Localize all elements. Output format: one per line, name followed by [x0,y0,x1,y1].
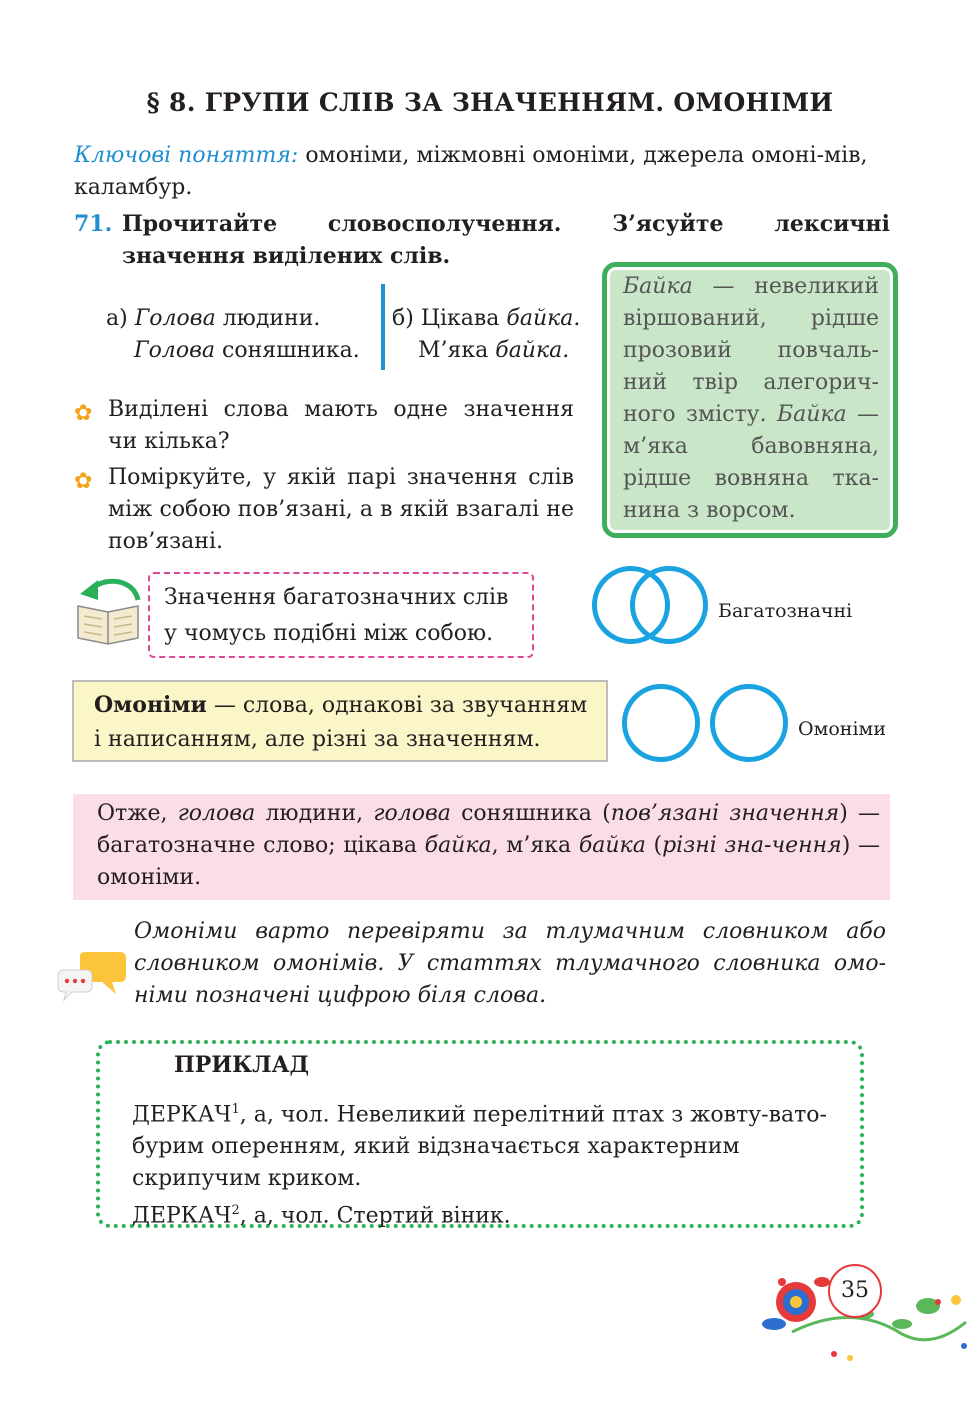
homonym-def-line2: і написанням, але різні за значенням. [94,727,541,752]
homonym-circle-right [710,684,788,762]
definition-text1: — невеликий віршований, рідше прозовий повчаль-ний твір алегорич-ного змісту. [623,274,879,427]
pair-a-line1 [106,302,320,336]
reminder-box [148,572,534,658]
definition-box [602,262,898,538]
pair-b1-word: байка. [506,306,581,331]
pair-b-line2 [418,334,569,368]
key-concepts-label: Ключові поняття: [74,143,299,168]
pair-b2-word: байка. [495,338,570,363]
definition-word2: Байка [776,402,847,427]
example-body [132,1094,844,1233]
key-concepts-text: омоніми, міжмовні омоніми, джерела омоні-мів, каламбур. [74,143,868,200]
example-heading: ПРИКЛАД [174,1052,310,1078]
pair-a2-word: Голова [134,338,215,363]
homonym-term: Омоніми [94,692,207,718]
homonym-def-line1 [94,688,587,723]
polysemous-label: Багатозначні [718,600,853,622]
page-title: § 8. ГРУПИ СЛІВ ЗА ЗНАЧЕННЯМ. ОМОНІМИ [146,88,834,117]
definition-text [623,271,879,527]
pair-a-prefix: а) [106,306,128,331]
example-entry-1: ДЕРКАЧ$^1$, а, чол. Невеликий перелітний птах з жовту-вато-бурим оперенням, який відзначається характерним скрипучим криком. [132,1102,827,1192]
flower-bullet-icon: ✿ [74,401,93,426]
question-2 [74,462,574,558]
homonym-circle-left [622,684,700,762]
summary-text: Отже, голова людини, голова соняшника (пов’язані значення) — багатозначне слово; цікава байка, м’яка байка (різні зна-чення) — омоніми. [97,801,881,890]
pair-divider [381,284,385,370]
question-1 [74,394,574,458]
pair-a1-rest: людини. [222,306,321,331]
speech-bubbles-icon [56,950,128,1002]
dictionary-note: Омоніми варто перевіряти за тлумачним словником або словником омонімів. У статтях тлумачного словника омо-німи позначені цифрою біля слова. [134,919,886,1008]
pair-b-prefix: б) Цікава [392,306,500,331]
pair-a2-rest: соняшника. [222,338,360,363]
polysemous-circle-right [630,566,708,644]
pair-b2-prefix: М’яка [418,338,489,363]
flower-bullet-icon: ✿ [74,469,93,494]
pair-b-line1 [392,302,580,336]
question-2-text: Поміркуйте, у якій парі значення слів між собою пов’язані, а в якій взагалі не пов’язані. [108,465,574,554]
example-entry-2: ДЕРКАЧ$^2$, а, чол. Стертий віник. [132,1203,511,1229]
question-1-text: Виділені слова мають одне значення чи кілька? [108,397,574,454]
homonym-def-rest: — слова, однакові за звучанням [206,693,588,718]
reminder-line1: Значення багатозначних слів [164,585,509,610]
reminder-line2: у чомусь подібні між собою. [164,621,494,646]
homonyms-label: Омоніми [798,718,886,740]
pair-a-line2 [134,334,360,368]
task-number: 71. [74,211,113,237]
page-number: 35 [828,1264,882,1318]
definition-text2: — м’яка бавовняна, рідше вовняна тка-нина з ворсом. [623,402,879,523]
pair-a1-word: Голова [134,306,216,331]
example-box [96,1040,864,1228]
summary-box [73,794,890,900]
homonym-definition-box [72,680,608,762]
key-concepts [74,140,890,204]
task-text: Прочитайте словосполучення. З’ясуйте лексичні значення виділених слів. [122,211,890,269]
definition-word1: Байка [623,274,693,299]
book-arrow-icon [72,572,146,646]
